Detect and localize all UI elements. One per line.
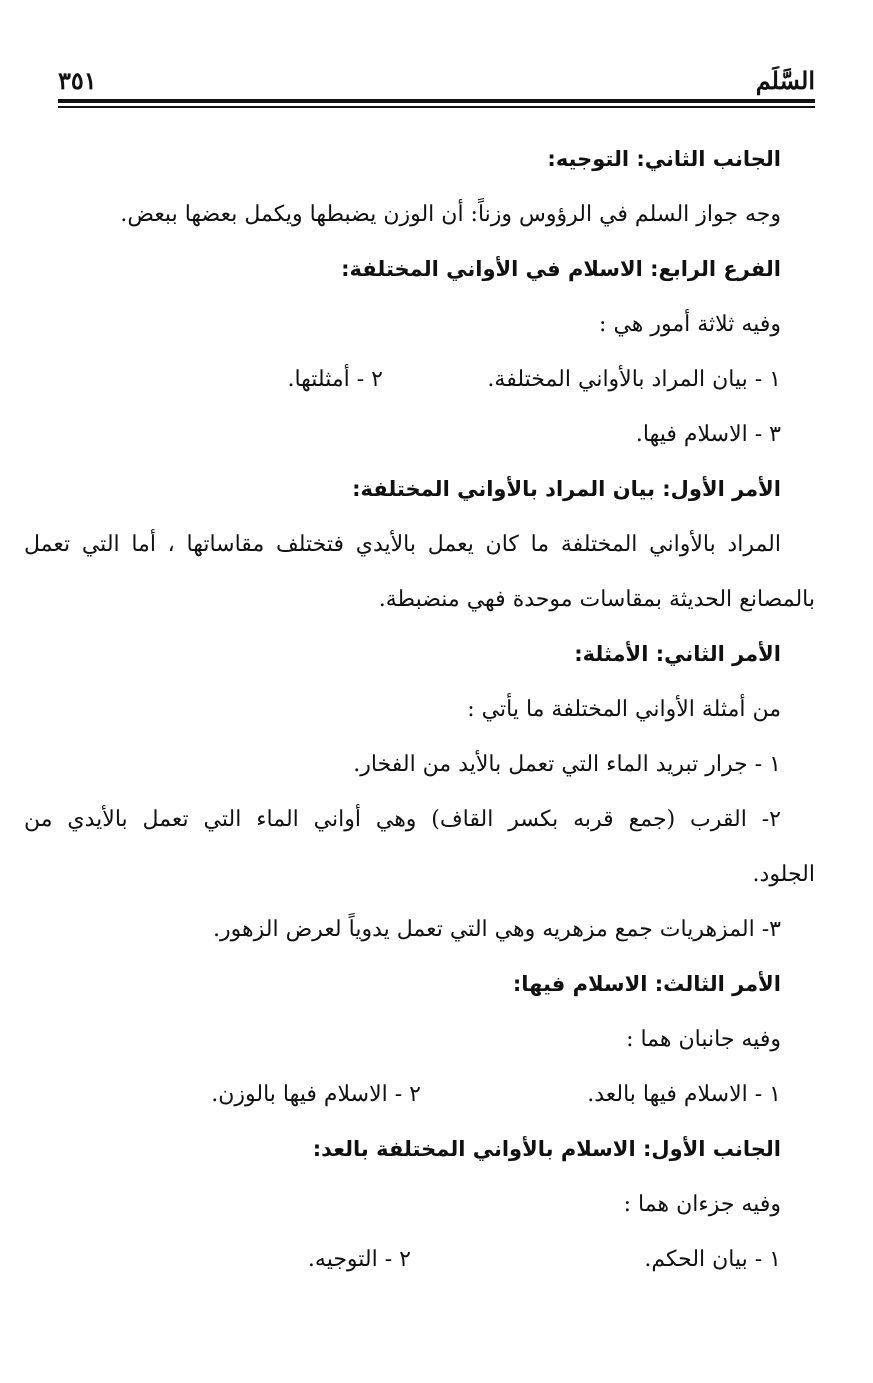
paragraph: وفيه جزءان هما : — [623, 1192, 781, 1217]
list-item: ١ - بيان الحكم. — [644, 1247, 781, 1272]
paragraph: بالمصانع الحديثة بمقاسات موحدة فهي منضبطة. — [378, 587, 815, 612]
list-item: ١ - جرار تبريد الماء التي تعمل بالأيد من الفخار. — [353, 752, 781, 777]
list-item: ٢- القرب (جمع قربه بكسر القاف) وهي أواني الماء التي تعمل بالأيدي من — [24, 807, 781, 832]
section-heading: الأمر الثاني: الأمثلة: — [574, 642, 781, 666]
list-spacer — [411, 1232, 561, 1287]
paragraph: وجه جواز السلم في الرؤوس وزناً: أن الوزن يضبطها ويكمل بعضها ببعض. — [120, 202, 781, 227]
section-heading: الجانب الأول: الاسلام بالأواني المختلفة بالعد: — [312, 1137, 781, 1161]
list-item: ٣- المزهريات جمع مزهريه وهي التي تعمل يدوياً لعرض الزهور. — [213, 917, 781, 942]
header-rule — [58, 99, 815, 108]
paragraph: المراد بالأواني المختلفة ما كان يعمل بالأيدي فتختلف مقاساتها ، أما التي تعمل — [24, 532, 781, 557]
list-item: ٢ - الاسلام فيها بالوزن. — [211, 1082, 421, 1107]
section-heading: الأمر الأول: بيان المراد بالأواني المختلفة: — [352, 477, 781, 501]
page-body — [24, 132, 815, 1287]
page-number: ٣٥١ — [58, 66, 97, 95]
list-item: ٣ - الاسلام فيها. — [635, 422, 781, 447]
list-item-continuation: الجلود. — [752, 862, 815, 887]
paragraph: من أمثلة الأواني المختلفة ما يأتي : — [467, 697, 781, 722]
section-heading: الجانب الثاني: التوجيه: — [547, 147, 781, 171]
list-item: ١ - الاسلام فيها بالعد. — [587, 1082, 781, 1107]
section-heading: الأمر الثالث: الاسلام فيها: — [512, 972, 781, 996]
page-header — [58, 62, 815, 96]
list-item: ٢ - أمثلتها. — [287, 367, 383, 392]
list-row — [58, 352, 781, 407]
paragraph: وفيه جانبان هما : — [626, 1027, 781, 1052]
list-item: ٢ - التوجيه. — [307, 1247, 411, 1272]
paragraph: وفيه ثلاثة أمور هي : — [599, 312, 781, 337]
list-row — [58, 1232, 781, 1287]
list-spacer — [383, 352, 573, 407]
list-row — [58, 1067, 781, 1122]
running-title: السَّلَم — [755, 66, 815, 95]
section-heading: الفرع الرابع: الاسلام في الأواني المختلفة: — [341, 257, 781, 281]
list-item: ١ - بيان المراد بالأواني المختلفة. — [487, 367, 781, 392]
list-spacer — [421, 1067, 551, 1122]
